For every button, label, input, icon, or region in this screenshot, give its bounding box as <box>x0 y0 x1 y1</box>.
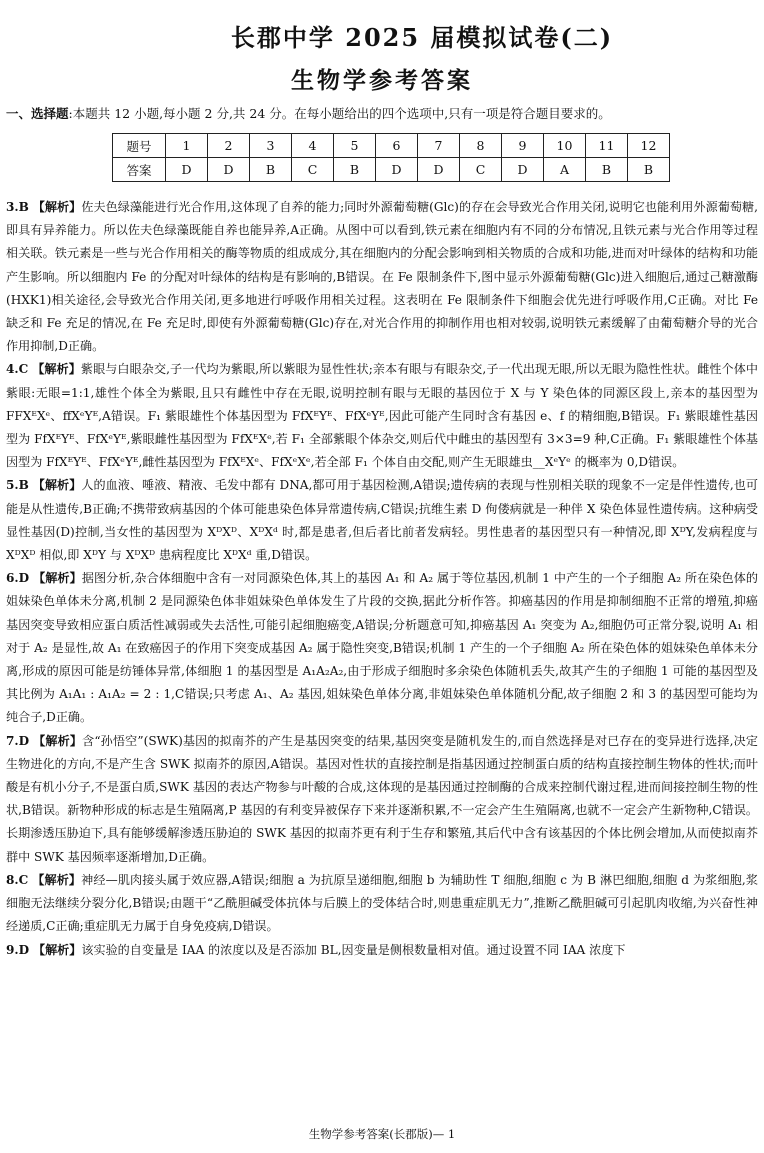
explanation-item <box>6 939 758 962</box>
answer-cell: B <box>334 158 376 182</box>
explanation-text: 紫眼与白眼杂交,子一代均为紫眼,所以紫眼为显性性状;亲本有眼与有眼杂交,子一代出现无眼,所以无眼为隐性性状。雌性个体中紫眼:无眼=1:1,雄性个体全为紫眼,且只有雌性中存在无眼,说明控制有眼与无眼的基因位于 X 与 Y 染色体的同源区段上,亲本的基因型为 FFXᴱXᵉ、ffXᵉYᴱ,A错误。F₁ 紫眼雄性个体基因型为 FfXᴱYᴱ、FfXᵉYᴱ,因此可能产生同时含有基因 e、f 的精细胞,B错误。F₁ 紫眼雄性基因型为 FfXᴱYᴱ、FfXᵉYᴱ,紫眼雌性基因型为 FfXᴱXᵉ,若 F₁ 全部紫眼个体杂交,则后代中雌虫的基因型有 3×3=9 种,C正确。F₁ 紫眼雄性个体基因型为 FfXᴱYᴱ、FfXᵉYᴱ,雌性基因型为 FfXᴱXᵉ、FfXᵉXᵉ,若全部 F₁ 个体自由交配,则产生无眼雄虫__XᵉYᵉ 的概率为 0,D错误。 <box>6 362 758 470</box>
explanation-text: 佐夫色绿藻能进行光合作用,这体现了自养的能力;同时外源葡萄糖(Glc)的存在会导致光合作用关闭,说明它也能利用外源葡萄糖,即具有异养能力。所以佐夫色绿藻既能自养也能异养,A正确。从图中可以看到,铁元素在细胞内有不同的分布情况,且铁元素与光合作用等过程相关联。铁元素是一些与光合作用相关的酶等物质的组成成分,其在细胞内的分配会影响到相关物质的合成和功能,进而对叶绿体的结构和功能产生影响。所以细胞内 Fe 的分配对叶绿体的结构是有影响的,B错误。在 Fe 限制条件下,图中显示外源葡萄糖(Glc)进入细胞后,通过己糖激酶(HXK1)相关途径,会导致光合作用关闭,更多地进行呼吸作用相关过程。这表明在 Fe 限制条件下细胞会优先进行呼吸作用,C正确。对比 Fe 缺乏和 Fe 充足的情况,在 Fe 充足时,即使有外源葡萄糖(Glc)存在,对光合作用的抑制作用也相对较弱,说明铁元素缓解了由葡萄糖介导的光合作用抑制,D正确。 <box>6 200 758 354</box>
explanation-number: 5.B <box>6 478 29 493</box>
answer-cell: C <box>460 158 502 182</box>
question-number: 2 <box>208 134 250 158</box>
exam-subtitle: 生物学参考答案 <box>291 67 473 94</box>
question-number: 10 <box>544 134 586 158</box>
explanation-number: 7.D <box>6 733 30 748</box>
explanation-tag: 【解析】 <box>33 571 82 586</box>
question-number: 4 <box>292 134 334 158</box>
section-label: 一、选择题 <box>6 106 69 121</box>
answer-cell: C <box>292 158 334 182</box>
question-number: 7 <box>418 134 460 158</box>
answer-cell: D <box>166 158 208 182</box>
answer-table-row-numbers <box>113 134 670 158</box>
row-label-answers: 答案 <box>113 158 166 182</box>
explanation-number: 4.C <box>6 362 29 377</box>
answer-table <box>112 133 670 182</box>
explanations <box>6 196 758 962</box>
explanation-item <box>6 358 758 474</box>
explanation-number: 3.B <box>6 200 29 214</box>
page-footer: 生物学参考答案(长郡版)— 1 <box>308 1127 456 1141</box>
explanation-text: 人的血液、唾液、精液、毛发中都有 DNA,都可用于基因检测,A错误;遗传病的表现与性别相关联的现象不一定是伴性遗传,也可能是从性遗传,B正确;不携带致病基因的个体可能患染色体异常遗传病,C错误;抗维生素 D 佝偻病就是一种伴 X 染色体显性遗传病。这种病受显性基因(D)控制,当女性的基因型为 XᴰXᴰ、XᴰXᵈ 时,都是患者,但后者比前者发病轻。男性患者的基因型只有一种情况,即 XᴰY,发病程度与 XᴰXᴰ 相似,即 XᴰY 与 XᴰXᴰ 患病程度比 XᴰXᵈ 重,D错误。 <box>6 478 758 563</box>
answer-cell: D <box>502 158 544 182</box>
explanation-number: 6.D <box>6 571 30 586</box>
explanation-item <box>6 474 758 567</box>
explanation-text: 据图分析,杂合体细胞中含有一对同源染色体,其上的基因 A₁ 和 A₂ 属于等位基因,机制 1 中产生的一个子细胞 A₂ 所在染色体的姐妹染色单体未分离,机制 2 是同源染色体非姐妹染色单体发生了片段的交换,据此分析作答。抑癌基因的作用是抑制细胞不正常的增殖,抑癌基因突变导致相应蛋白质活性减弱或失去活性,可能引起细胞癌变,A错误;分析题意可知,抑癌基因 A₁ 突变为 A₂,细胞仍可正常分裂,说明 A₁ 相对于 A₂ 是显性,故 A₁ 在致癌因子的作用下突变成基因 A₂ 属于隐性突变,B错误;机制 1 产生的一个子细胞 A₂ 所在染色体的姐妹染色单体未分离,形成的原因可能是纺锤体异常,体细胞 1 的基因型是 A₁A₂A₂,由于形成子细胞时多余染色体随机丢失,故其产生的子细胞 1 可能的基因型及其比例为 A₁A₁ : A₁A₂ = 2 : 1,C错误;只考虑 A₁、A₂ 基因,姐妹染色单体分离,非姐妹染色单体随机分配,故子细胞 2 和 3 的基因型可能均为纯合子,D正确。 <box>6 571 758 725</box>
question-number: 12 <box>628 134 670 158</box>
section-instruction <box>6 105 758 123</box>
answer-cell: D <box>376 158 418 182</box>
question-number: 5 <box>334 134 376 158</box>
exam-title: 长郡中学 2025 届模拟试卷(二) <box>230 23 614 52</box>
explanation-item <box>6 730 758 869</box>
question-number: 8 <box>460 134 502 158</box>
explanation-item <box>6 869 758 939</box>
explanation-tag: 【解析】 <box>33 733 83 748</box>
question-number: 1 <box>166 134 208 158</box>
question-number: 6 <box>376 134 418 158</box>
answer-cell: D <box>418 158 460 182</box>
answer-cell: B <box>628 158 670 182</box>
answer-cell: A <box>544 158 586 182</box>
row-label-numbers: 题号 <box>113 134 166 158</box>
question-number: 3 <box>250 134 292 158</box>
question-number: 11 <box>586 134 628 158</box>
explanation-text: 含“孙悟空”(SWK)基因的拟南芥的产生是基因突变的结果,基因突变是随机发生的,而自然选择是对已存在的变异进行选择,决定生物进化的方向,不是产生含 SWK 拟南芥的原因,A错误。基因对性状的直接控制是指基因通过控制蛋白质的结构直接控制生物体的性状;而叶酸是有机小分子,不是蛋白质,SWK 基因的表达产物参与叶酸的合成,这体现的是基因通过控制酶的合成来控制代谢过程,进而间接控制生物的性状,B错误。新物种形成的标志是生殖隔离,P 基因的有利变异被保存下来并逐渐积累,不一定会产生生殖隔离,也就不一定会产生新物种,C错误。长期渗透压胁迫下,具有能够缓解渗透压胁迫的 SWK 基因的拟南芥更有利于生存和繁殖,其后代中含有该基因的个体比例会增加,从而使拟南芥群中 SWK 基因频率逐渐增加,D正确。 <box>6 733 758 864</box>
explanation-tag: 【解析】 <box>32 362 81 377</box>
explanation-number: 9.D <box>6 942 30 957</box>
explanation-text: 该实验的自变量是 IAA 的浓度以及是否添加 BL,因变量是侧根数量相对值。通过设置不同 IAA 浓度下 <box>81 942 626 957</box>
section-instruction-text: :本题共 12 小题,每小题 2 分,共 24 分。在每小题给出的四个选项中,只有一项是符合题目要求的。 <box>68 106 611 121</box>
explanation-tag: 【解析】 <box>32 872 82 887</box>
explanation-tag: 【解析】 <box>32 200 82 214</box>
explanation-item <box>6 196 758 358</box>
explanation-tag: 【解析】 <box>32 478 82 493</box>
answer-cell: D <box>208 158 250 182</box>
explanation-tag: 【解析】 <box>32 942 82 957</box>
answer-cell: B <box>250 158 292 182</box>
answer-cell: B <box>586 158 628 182</box>
answer-table-row-answers <box>113 158 670 182</box>
explanation-number: 8.C <box>6 872 29 887</box>
explanation-text: 神经—肌肉接头属于效应器,A错误;细胞 a 为抗原呈递细胞,细胞 b 为辅助性 T 细胞,细胞 c 为 B 淋巴细胞,细胞 d 为浆细胞,浆细胞无法继续分裂分化,B错误;由题干“乙酰胆碱受体抗体与后膜上的受体结合时,则患重症肌无力”,推断乙酰胆碱可引起肌肉收缩,为兴奋性神经递质,C正确;重症肌无力属于自身免疫病,D错误。 <box>6 872 758 934</box>
question-number: 9 <box>502 134 544 158</box>
explanation-item <box>6 567 758 729</box>
